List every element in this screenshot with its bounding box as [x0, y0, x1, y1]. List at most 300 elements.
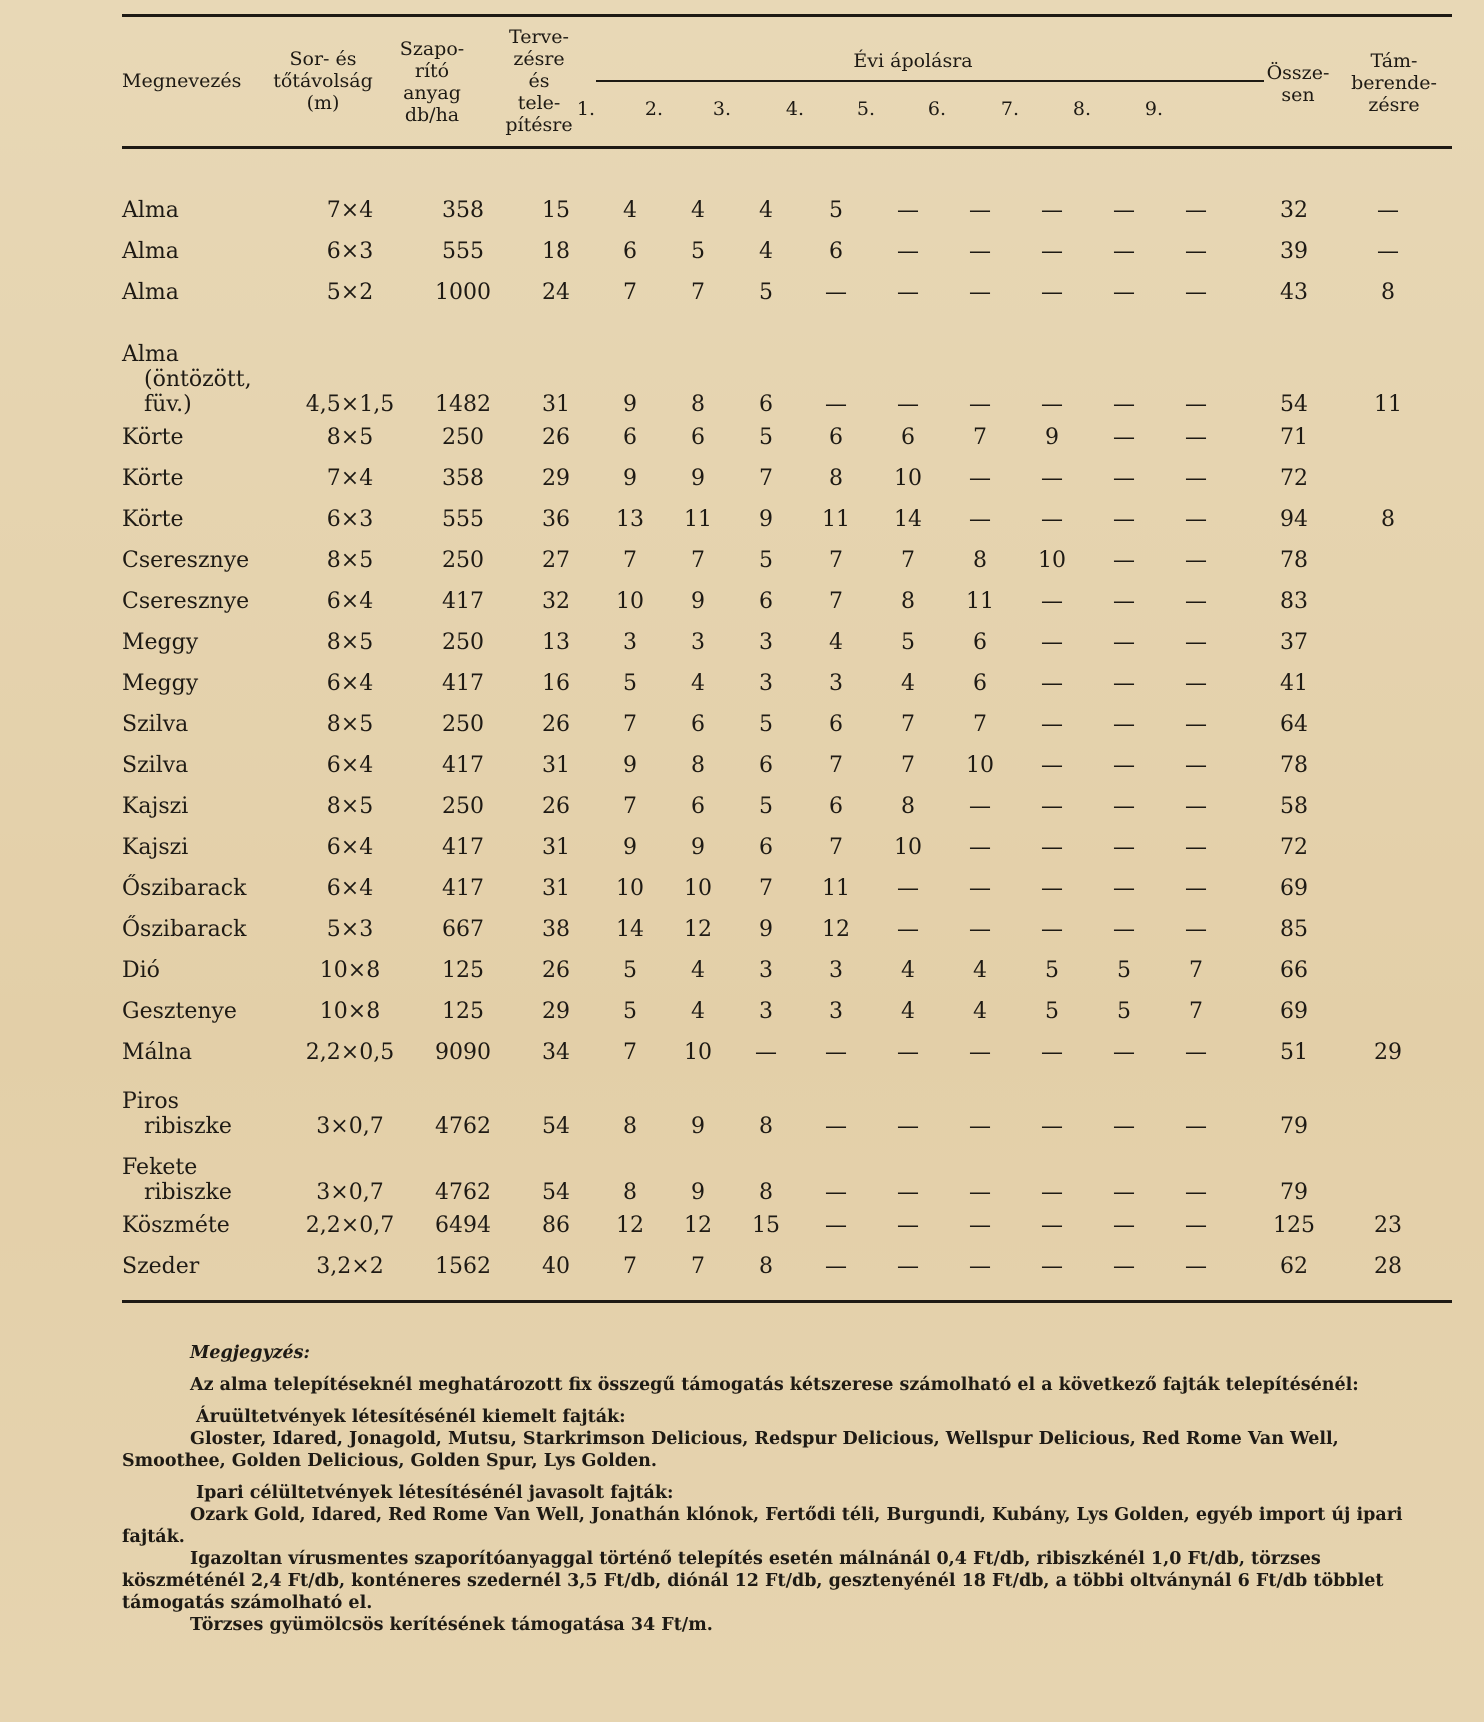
cell-spacing: 6×4	[326, 753, 374, 778]
cell-support	[1356, 991, 1420, 1032]
cell-year-4: 8	[829, 466, 843, 491]
table-row	[118, 417, 1420, 458]
cell-support	[1356, 745, 1420, 786]
cell-planting: 40	[542, 1254, 570, 1279]
cell-year-3: —	[755, 1040, 777, 1065]
cell-year-8: —	[1113, 239, 1135, 264]
cell-year-8: —	[1113, 712, 1135, 737]
cell-material: 555	[442, 507, 484, 532]
cell-year-7: 9	[1045, 425, 1059, 450]
cell-support: 28	[1374, 1254, 1402, 1279]
cell-year-5: 7	[901, 753, 915, 778]
cell-material: 125	[442, 999, 484, 1024]
cell-name	[118, 1205, 290, 1246]
cell-year-4: —	[825, 1254, 847, 1279]
table-row	[118, 991, 1420, 1032]
cell-year-6: —	[969, 507, 991, 532]
cell-name-line: Gesztenye	[122, 999, 237, 1024]
cell-year-8: —	[1113, 1040, 1135, 1065]
cell-year-1: 6	[623, 239, 637, 264]
table-row	[118, 1246, 1420, 1287]
cell-year-1: 13	[616, 507, 644, 532]
cell-material: 4762	[435, 1114, 491, 1139]
cell-planting: 36	[542, 507, 570, 532]
cell-name	[118, 1246, 290, 1287]
cell-name	[118, 499, 290, 540]
cell-year-2: 3	[691, 630, 705, 655]
cell-year-6: 8	[973, 548, 987, 573]
cell-year-3: 5	[759, 712, 773, 737]
cell-name-line: Meggy	[122, 630, 199, 655]
cell-spacing: 2,2×0,7	[305, 1213, 395, 1238]
cell-support	[1356, 909, 1420, 950]
cell-year-9: 7	[1189, 958, 1203, 983]
cell-year-6: —	[969, 1213, 991, 1238]
cell-year-4: 6	[829, 239, 843, 264]
cell-year-6: —	[969, 1180, 991, 1205]
cell-name-line: Cseresznye	[122, 589, 250, 614]
cell-year-9: —	[1185, 507, 1207, 532]
cell-name	[118, 827, 290, 868]
cell-year-5: —	[897, 280, 919, 305]
cell-year-2: 9	[691, 1114, 705, 1139]
table-row	[118, 704, 1420, 745]
cell-name	[118, 868, 290, 909]
cell-name	[118, 458, 290, 499]
cell-support	[1356, 950, 1420, 991]
cell-year-8: —	[1113, 1114, 1135, 1139]
cell-year-8: —	[1113, 917, 1135, 942]
cell-year-4: —	[825, 1040, 847, 1065]
cell-year-9: —	[1185, 671, 1207, 696]
cell-year-1: 7	[623, 1040, 637, 1065]
cell-year-7: 10	[1038, 548, 1066, 573]
cell-year-5: 4	[901, 999, 915, 1024]
header-year-2: 2.	[644, 98, 664, 120]
cell-year-5: 6	[901, 425, 915, 450]
cell-year-6: 7	[973, 425, 987, 450]
table-row	[118, 1205, 1420, 1246]
industrial-varieties-title: Ipari célültetvények létesítésénél javasolt fajták:	[196, 1483, 674, 1503]
cell-year-6: 7	[973, 712, 987, 737]
cell-name-line: Őszibarack	[122, 876, 247, 901]
cell-year-2: 7	[691, 548, 705, 573]
cell-total: 69	[1280, 876, 1308, 901]
cell-name-line: Piros	[122, 1089, 179, 1114]
cell-year-5: —	[897, 239, 919, 264]
cell-year-7: —	[1041, 507, 1063, 532]
header-spacing: Sor- és tőtávolság (m)	[273, 48, 373, 114]
cell-total: 58	[1280, 794, 1308, 819]
cell-material: 358	[442, 466, 484, 491]
cell-name	[118, 1139, 290, 1205]
cell-year-8: —	[1113, 1213, 1135, 1238]
cell-year-4: —	[825, 1114, 847, 1139]
cell-year-5: 8	[901, 589, 915, 614]
table-row	[118, 663, 1420, 704]
cell-name-line: Körte	[122, 507, 184, 532]
cell-year-3: 3	[759, 999, 773, 1024]
cell-year-8: —	[1113, 392, 1135, 417]
header-name: Megnevezés	[122, 70, 242, 92]
cell-total: 37	[1280, 630, 1308, 655]
cell-spacing: 8×5	[326, 712, 374, 737]
cell-material: 417	[442, 753, 484, 778]
cell-total: 54	[1280, 392, 1308, 417]
cell-year-1: 5	[623, 958, 637, 983]
header-year-3: 3.	[712, 98, 732, 120]
cell-year-3: 3	[759, 630, 773, 655]
cell-year-5: —	[897, 1040, 919, 1065]
cell-name-line: Körte	[122, 466, 184, 491]
cell-year-9: 7	[1189, 999, 1203, 1024]
cell-year-2: 10	[684, 1040, 712, 1065]
cell-year-6: —	[969, 1254, 991, 1279]
bottom-rule	[122, 1300, 1452, 1303]
cell-year-7: 5	[1045, 958, 1059, 983]
cell-year-4: 6	[829, 794, 843, 819]
cell-spacing: 6×4	[326, 835, 374, 860]
cell-year-3: 6	[759, 753, 773, 778]
notes-intro: Az alma telepítéseknél meghatározott fix összegű támogatás kétszerese számolható el a következő fajták telepítésénél:	[190, 1375, 1359, 1395]
cell-material: 417	[442, 876, 484, 901]
cell-planting: 15	[542, 198, 570, 223]
cell-year-1: 10	[616, 876, 644, 901]
cell-year-4: 5	[829, 198, 843, 223]
cell-support	[1356, 622, 1420, 663]
cell-year-6: 10	[966, 753, 994, 778]
cell-year-6: —	[969, 917, 991, 942]
cell-year-9: —	[1185, 280, 1207, 305]
cell-year-8: 5	[1117, 999, 1131, 1024]
cell-name-line: Meggy	[122, 671, 199, 696]
cell-spacing: 10×8	[319, 999, 381, 1024]
cell-year-3: 6	[759, 589, 773, 614]
cell-name	[118, 540, 290, 581]
cell-year-2: 6	[691, 712, 705, 737]
table-row	[118, 868, 1420, 909]
cell-year-3: 6	[759, 392, 773, 417]
cell-material: 358	[442, 198, 484, 223]
cell-year-7: —	[1041, 280, 1063, 305]
cell-name-line: Alma	[122, 239, 179, 264]
cell-year-6: 11	[966, 589, 994, 614]
cell-year-2: 11	[684, 507, 712, 532]
cell-year-9: —	[1185, 425, 1207, 450]
cell-year-2: 6	[691, 425, 705, 450]
cell-year-6: 4	[973, 958, 987, 983]
cell-total: 62	[1280, 1254, 1308, 1279]
cell-support	[1356, 786, 1420, 827]
cell-name-line: Fekete	[122, 1155, 198, 1180]
cell-year-3: 7	[759, 466, 773, 491]
cell-year-3: 3	[759, 958, 773, 983]
notes-section	[122, 1342, 1418, 1636]
cell-year-3: 5	[759, 794, 773, 819]
cell-planting: 13	[542, 630, 570, 655]
table-row	[118, 786, 1420, 827]
cell-year-8: 5	[1117, 958, 1131, 983]
cell-spacing: 10×8	[319, 958, 381, 983]
cell-year-9: —	[1185, 466, 1207, 491]
cell-planting: 18	[542, 239, 570, 264]
header-year-4: 4.	[785, 98, 805, 120]
cell-year-1: 7	[623, 1254, 637, 1279]
cell-planting: 26	[542, 425, 570, 450]
cell-year-3: 5	[759, 548, 773, 573]
cell-total: 39	[1280, 239, 1308, 264]
cell-name	[118, 313, 290, 417]
cell-year-8: —	[1113, 466, 1135, 491]
cell-total: 32	[1280, 198, 1308, 223]
cell-planting: 32	[542, 589, 570, 614]
cell-spacing: 4,5×1,5	[305, 392, 395, 417]
cell-year-5: 4	[901, 671, 915, 696]
cell-year-3: 4	[759, 198, 773, 223]
cell-year-9: —	[1185, 753, 1207, 778]
cell-year-1: 9	[623, 392, 637, 417]
cell-support	[1356, 827, 1420, 868]
cell-year-3: 4	[759, 239, 773, 264]
cell-material: 250	[442, 794, 484, 819]
cell-support	[1356, 1139, 1420, 1205]
cell-material: 250	[442, 630, 484, 655]
cell-name-line: füv.)	[144, 392, 192, 417]
cell-material: 4762	[435, 1180, 491, 1205]
cell-total: 72	[1280, 835, 1308, 860]
cell-total: 72	[1280, 466, 1308, 491]
cell-material: 417	[442, 589, 484, 614]
cell-year-5: —	[897, 876, 919, 901]
cell-year-9: —	[1185, 589, 1207, 614]
cell-support: 23	[1374, 1213, 1402, 1238]
cell-year-9: —	[1185, 917, 1207, 942]
fruit-support-table	[118, 190, 1420, 1287]
cell-planting: 29	[542, 999, 570, 1024]
cell-name	[118, 622, 290, 663]
cell-year-7: —	[1041, 712, 1063, 737]
cell-name	[118, 581, 290, 622]
cell-year-7: —	[1041, 917, 1063, 942]
cell-planting: 29	[542, 466, 570, 491]
cell-name	[118, 991, 290, 1032]
cell-planting: 31	[542, 392, 570, 417]
cell-year-5: 10	[894, 466, 922, 491]
cell-year-9: —	[1185, 712, 1207, 737]
cell-name-line: ribiszke	[144, 1114, 232, 1139]
cell-total: 64	[1280, 712, 1308, 737]
cell-year-3: 5	[759, 280, 773, 305]
cell-year-5: 7	[901, 548, 915, 573]
cell-year-9: —	[1185, 630, 1207, 655]
header-care-group: Évi ápolásra	[853, 50, 973, 72]
cell-year-1: 8	[623, 1180, 637, 1205]
header-year-5: 5.	[856, 98, 876, 120]
cell-support	[1356, 1073, 1420, 1139]
header-year-1: 1.	[576, 98, 596, 120]
cell-year-9: —	[1185, 239, 1207, 264]
cell-planting: 27	[542, 548, 570, 573]
cell-year-5: 14	[894, 507, 922, 532]
header-year-6: 6.	[927, 98, 947, 120]
cell-year-6: —	[969, 876, 991, 901]
cell-year-6: —	[969, 835, 991, 860]
cell-year-5: —	[897, 917, 919, 942]
cell-name-line: Kajszi	[122, 835, 189, 860]
cell-total: 78	[1280, 753, 1308, 778]
cell-year-8: —	[1113, 589, 1135, 614]
cell-year-5: —	[897, 1213, 919, 1238]
cell-spacing: 7×4	[326, 198, 374, 223]
cell-year-9: —	[1185, 876, 1207, 901]
cell-name-line: Szeder	[122, 1254, 200, 1279]
cell-year-8: —	[1113, 876, 1135, 901]
cell-planting: 34	[542, 1040, 570, 1065]
cell-year-9: —	[1185, 794, 1207, 819]
cell-year-9: —	[1185, 1040, 1207, 1065]
header-year-9: 9.	[1144, 98, 1164, 120]
cell-total: 79	[1280, 1180, 1308, 1205]
care-group-underline	[596, 80, 1264, 82]
cell-year-4: 3	[829, 958, 843, 983]
cell-support: 8	[1381, 507, 1395, 532]
cell-material: 6494	[435, 1213, 491, 1238]
cell-spacing: 5×2	[326, 280, 374, 305]
cell-total: 83	[1280, 589, 1308, 614]
cell-year-2: 9	[691, 589, 705, 614]
cell-spacing: 8×5	[326, 425, 374, 450]
cell-year-8: —	[1113, 280, 1135, 305]
cell-year-7: —	[1041, 1180, 1063, 1205]
cell-material: 417	[442, 671, 484, 696]
cell-year-4: —	[825, 1180, 847, 1205]
cell-year-7: —	[1041, 239, 1063, 264]
cell-name-line: Dió	[122, 958, 160, 983]
cell-planting: 26	[542, 958, 570, 983]
cell-year-4: 7	[829, 589, 843, 614]
cell-year-4: 3	[829, 999, 843, 1024]
table-row	[118, 1073, 1420, 1139]
header-rule	[122, 146, 1452, 149]
cell-year-1: 5	[623, 671, 637, 696]
cell-year-3: 7	[759, 876, 773, 901]
cell-year-1: 10	[616, 589, 644, 614]
cell-name-line: Kajszi	[122, 794, 189, 819]
cell-support	[1356, 458, 1420, 499]
cell-total: 85	[1280, 917, 1308, 942]
cell-year-8: —	[1113, 425, 1135, 450]
cell-year-1: 7	[623, 548, 637, 573]
cell-material: 250	[442, 712, 484, 737]
cell-name	[118, 786, 290, 827]
cell-year-7: —	[1041, 630, 1063, 655]
cell-year-4: 12	[822, 917, 850, 942]
cell-name-line: Alma	[122, 198, 179, 223]
cell-year-4: 6	[829, 712, 843, 737]
cell-year-4: 7	[829, 548, 843, 573]
cell-material: 555	[442, 239, 484, 264]
cell-year-7: —	[1041, 671, 1063, 696]
cell-year-2: 12	[684, 917, 712, 942]
cell-year-2: 7	[691, 280, 705, 305]
cell-total: 41	[1280, 671, 1308, 696]
cell-year-5: —	[897, 1114, 919, 1139]
cell-year-4: 11	[822, 876, 850, 901]
cell-support: —	[1377, 198, 1399, 223]
cell-year-5: 5	[901, 630, 915, 655]
cell-total: 79	[1280, 1114, 1308, 1139]
cell-year-7: —	[1041, 589, 1063, 614]
cell-year-4: 6	[829, 425, 843, 450]
cell-spacing: 3×0,7	[316, 1114, 384, 1139]
top-rule	[122, 14, 1452, 17]
cell-material: 667	[442, 917, 484, 942]
cell-name	[118, 272, 290, 313]
cell-name	[118, 704, 290, 745]
cell-planting: 86	[542, 1213, 570, 1238]
cell-year-9: —	[1185, 1180, 1207, 1205]
cell-material: 1482	[435, 392, 491, 417]
cell-name	[118, 909, 290, 950]
cell-year-8: —	[1113, 630, 1135, 655]
table-row	[118, 1032, 1420, 1073]
cell-year-1: 3	[623, 630, 637, 655]
cell-name	[118, 231, 290, 272]
cell-spacing: 3×0,7	[316, 1180, 384, 1205]
cell-year-3: 9	[759, 917, 773, 942]
header-planting: Terve- zésre és tele- pítésre	[505, 26, 573, 136]
cell-year-1: 8	[623, 1114, 637, 1139]
cell-year-2: 8	[691, 392, 705, 417]
cell-total: 78	[1280, 548, 1308, 573]
cell-year-2: 5	[691, 239, 705, 264]
cell-year-4: 4	[829, 630, 843, 655]
cell-total: 94	[1280, 507, 1308, 532]
cell-material: 9090	[435, 1040, 491, 1065]
cell-year-9: —	[1185, 835, 1207, 860]
cell-planting: 16	[542, 671, 570, 696]
cell-name-line: Körte	[122, 425, 184, 450]
cell-year-9: —	[1185, 392, 1207, 417]
header-year-8: 8.	[1072, 98, 1092, 120]
cell-name-line: Köszméte	[122, 1213, 230, 1238]
cell-support: 8	[1381, 280, 1395, 305]
cell-year-4: —	[825, 392, 847, 417]
cell-year-3: 6	[759, 835, 773, 860]
cell-planting: 31	[542, 835, 570, 860]
cell-year-1: 12	[616, 1213, 644, 1238]
cell-material: 1000	[435, 280, 491, 305]
cell-year-7: 5	[1045, 999, 1059, 1024]
cell-year-6: —	[969, 466, 991, 491]
cell-support: 29	[1374, 1040, 1402, 1065]
table-row	[118, 272, 1420, 313]
cell-year-6: —	[969, 280, 991, 305]
cell-year-6: —	[969, 794, 991, 819]
cell-planting: 54	[542, 1114, 570, 1139]
cell-planting: 26	[542, 712, 570, 737]
cell-name-line: (öntözött,	[144, 367, 252, 392]
cell-year-8: —	[1113, 1180, 1135, 1205]
cell-year-2: 9	[691, 1180, 705, 1205]
cell-year-8: —	[1113, 1254, 1135, 1279]
cell-spacing: 2,2×0,5	[305, 1040, 395, 1065]
cell-support	[1356, 540, 1420, 581]
cell-year-1: 7	[623, 794, 637, 819]
cell-name-line: Szilva	[122, 753, 189, 778]
cell-spacing: 6×3	[326, 239, 374, 264]
cell-year-6: —	[969, 392, 991, 417]
